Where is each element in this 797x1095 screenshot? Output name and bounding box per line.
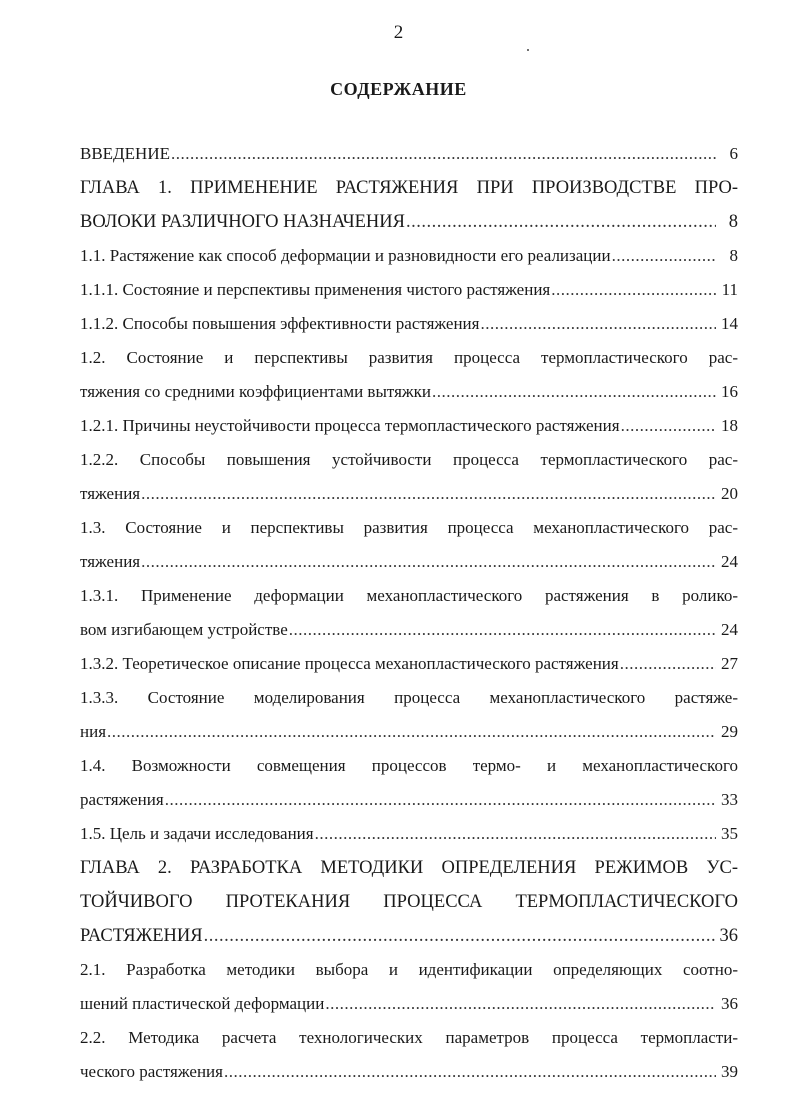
toc-entry-title: 1.1.2. Способы повышения эффективности растяжения (80, 314, 480, 333)
toc-entry-page: 36 (719, 926, 738, 946)
toc-entry-line: ТОЙЧИВОГО ПРОТЕКАНИЯ ПРОЦЕССА ТЕРМОПЛАСТИЧЕСКОГО (80, 892, 738, 912)
toc-entry-page: 33 (721, 790, 738, 809)
toc-entry-title: 1.1.1. Состояние и перспективы применения чистого растяжения (80, 280, 551, 299)
toc-entry-final-line (80, 919, 738, 953)
toc-entry-page: 18 (721, 416, 738, 435)
toc-entry-title: 1.2.1. Причины неустойчивости процесса термопластического растяжения (80, 416, 620, 435)
toc-entry-final-line (80, 987, 738, 1021)
toc-entry-final-line (80, 783, 738, 817)
toc-entry (80, 579, 738, 647)
toc-entry (80, 817, 738, 851)
toc-entry-page: 24 (721, 552, 738, 571)
toc-entry-title: тяжения (80, 484, 141, 503)
toc-entry (80, 443, 738, 511)
dot-leader (289, 613, 716, 647)
toc-entry-line: ГЛАВА 1. ПРИМЕНЕНИЕ РАСТЯЖЕНИЯ ПРИ ПРОИЗВОДСТВЕ ПРО- (80, 178, 738, 198)
dot-leader (141, 545, 716, 579)
dot-leader (480, 307, 716, 341)
dot-leader (620, 647, 716, 681)
toc-entry-title: 1.1. Растяжение как способ деформации и разновидности его реализации (80, 246, 611, 265)
toc-entry-line: ГЛАВА 2. РАЗРАБОТКА МЕТОДИКИ ОПРЕДЕЛЕНИЯ РЕЖИМОВ УС- (80, 858, 738, 878)
toc-entry-final-line (80, 613, 738, 647)
toc-entry (80, 239, 738, 273)
toc-entry-page: 14 (721, 314, 738, 333)
toc-entry-final-line (80, 205, 738, 239)
toc-entry-page: 35 (721, 824, 738, 843)
toc-entry-line: 1.4. Возможности совмещения процессов термо- и механопластического (80, 756, 738, 775)
toc-entry-title: тяжения (80, 552, 141, 571)
table-of-contents (80, 137, 738, 1089)
dot-leader (406, 205, 716, 239)
toc-entry-page: 29 (721, 722, 738, 741)
toc-entry-page: 27 (721, 654, 738, 673)
toc-entry-final-line (80, 817, 738, 851)
dot-leader (224, 1055, 716, 1089)
toc-entry (80, 953, 738, 1021)
toc-entry-final-line (80, 307, 738, 341)
toc-entry-title: растяжения (80, 790, 164, 809)
toc-entry-line: 1.3.3. Состояние моделирования процесса механопластического растяже- (80, 688, 738, 707)
toc-entry-final-line (80, 715, 738, 749)
toc-entry (80, 647, 738, 681)
scan-speck (527, 49, 529, 51)
toc-entry (80, 749, 738, 817)
toc-entry-final-line (80, 545, 738, 579)
toc-entry-final-line (80, 1055, 738, 1089)
toc-entry (80, 1021, 738, 1089)
toc-entry (80, 851, 738, 953)
toc-entry-final-line (80, 409, 738, 443)
toc-entry (80, 137, 738, 171)
toc-entry (80, 171, 738, 239)
toc-entry-page: 20 (721, 484, 738, 503)
dot-leader (612, 239, 716, 273)
dot-leader (325, 987, 716, 1021)
dot-leader (107, 715, 716, 749)
toc-entry-page: 36 (721, 994, 738, 1013)
toc-entry-title: ВВЕДЕНИЕ (80, 144, 170, 163)
toc-entry-line: 2.2. Методика расчета технологических параметров процесса термопласти- (80, 1028, 738, 1047)
toc-entry-line: 1.3.1. Применение деформации механопластического растяжения в ролико- (80, 586, 738, 605)
toc-entry-final-line (80, 239, 738, 273)
toc-entry-title: ческого растяжения (80, 1062, 223, 1081)
toc-entry-line: 1.2.2. Способы повышения устойчивости процесса термопластического рас- (80, 450, 738, 469)
page-number: 2 (393, 22, 404, 43)
dot-leader (141, 477, 716, 511)
dot-leader (551, 273, 716, 307)
toc-entry (80, 681, 738, 749)
toc-entry-line: 2.1. Разработка методики выбора и идентификации определяющих соотно- (80, 960, 738, 979)
dot-leader (315, 817, 716, 851)
toc-entry-page: 8 (729, 246, 738, 265)
toc-entry-title: тяжения со средними коэффициентами вытяжки (80, 382, 431, 401)
toc-entry-title: ния (80, 722, 107, 741)
toc-entry-final-line (80, 477, 738, 511)
toc-entry (80, 273, 738, 307)
toc-entry-page: 11 (721, 280, 738, 299)
toc-entry (80, 307, 738, 341)
toc-entry-final-line (80, 273, 738, 307)
toc-entry-line: 1.2. Состояние и перспективы развития процесса термопластического рас- (80, 348, 738, 367)
toc-entry-page: 8 (728, 212, 738, 232)
toc-entry (80, 341, 738, 409)
toc-entry-title: 1.5. Цель и задачи исследования (80, 824, 314, 843)
toc-entry-page: 16 (721, 382, 738, 401)
toc-entry-final-line (80, 647, 738, 681)
toc-entry-title: вом изгибающем устройстве (80, 620, 288, 639)
page-title: СОДЕРЖАНИЕ (330, 79, 467, 99)
toc-entry-title: шений пластической деформации (80, 994, 325, 1013)
dot-leader (204, 919, 716, 953)
toc-entry-page: 6 (729, 144, 738, 163)
dot-leader (165, 783, 716, 817)
toc-entry-final-line (80, 375, 738, 409)
toc-entry-title: ВОЛОКИ РАЗЛИЧНОГО НАЗНАЧЕНИЯ (80, 212, 405, 232)
toc-entry-final-line (80, 137, 738, 171)
dot-leader (432, 375, 716, 409)
toc-entry-title: 1.3.2. Теоретическое описание процесса механопластического растяжения (80, 654, 619, 673)
toc-entry (80, 409, 738, 443)
toc-entry (80, 511, 738, 579)
toc-entry-page: 39 (721, 1062, 738, 1081)
dot-leader (621, 409, 716, 443)
dot-leader (171, 137, 716, 171)
toc-entry-title: РАСТЯЖЕНИЯ (80, 926, 203, 946)
toc-entry-page: 24 (721, 620, 738, 639)
toc-entry-line: 1.3. Состояние и перспективы развития процесса механопластического рас- (80, 518, 738, 537)
